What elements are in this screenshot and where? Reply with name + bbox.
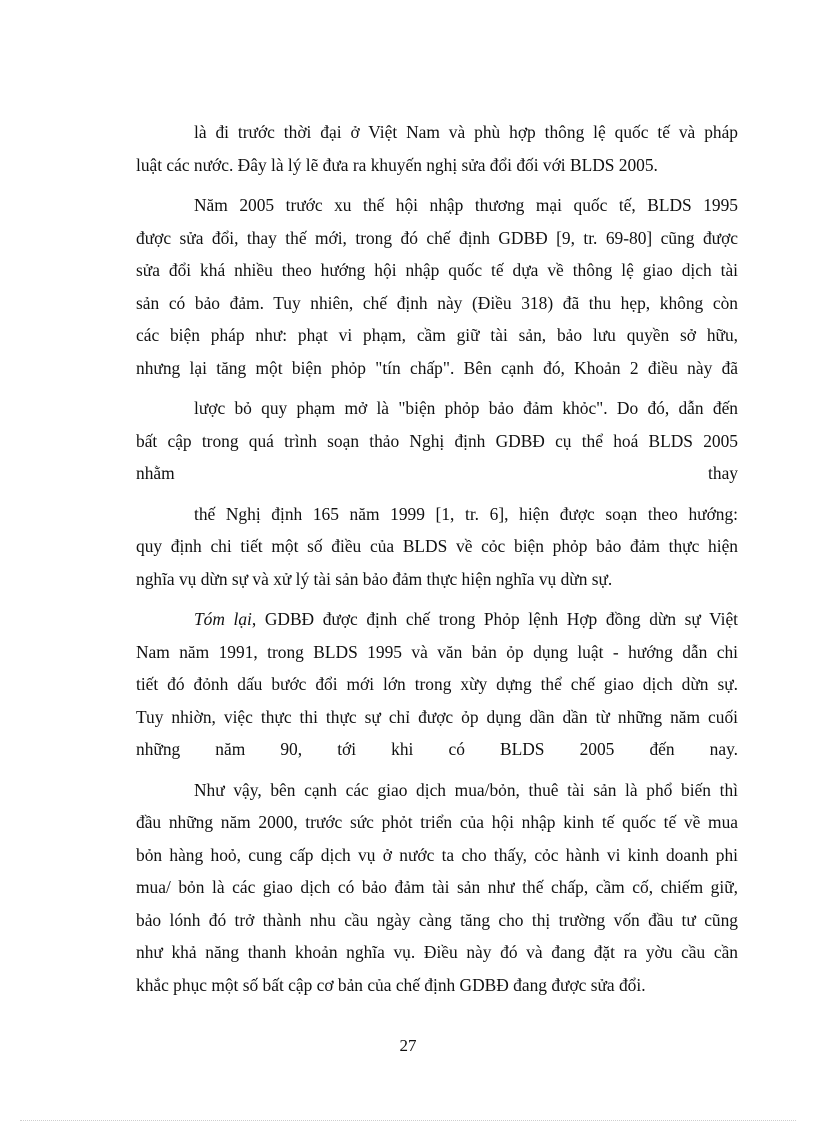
text-line: đầu những năm 2000, trước sức phỏt triển của hội nhập kinh tế quốc tế về mua — [136, 812, 738, 832]
text-fragment: thay — [708, 463, 738, 483]
paragraph-4 — [136, 498, 738, 596]
text-line: mua/ bỏn là các giao dịch có bảo đảm tài sản như thế chấp, cầm cố, chiếm giữ, — [136, 877, 738, 897]
text-line: khắc phục một số bất cập cơ bản của chế định GDBĐ đang được sửa đổi. — [136, 974, 646, 995]
text-line: nhưng lại tăng một biện phỏp "tín chấp". Bên cạnh đó, Khoản 2 điều này đã — [136, 357, 738, 378]
text-line: Nam năm 1991, trong BLDS 1995 và văn bản ỏp dụng luật - hướng dẫn chi — [136, 641, 738, 662]
paragraph-6 — [136, 774, 738, 1002]
text-line: Như vậy, bên cạnh các giao dịch mua/bỏn, thuê tài sản là phổ biến thì — [194, 779, 738, 800]
page-number: 27 — [399, 1036, 417, 1055]
text-fragment: nhằm — [136, 463, 175, 483]
text-line: là đi trước thời đại ở Việt Nam và phù hợp thông lệ quốc tế và pháp — [194, 122, 738, 142]
text-line: sửa đổi khá nhiều theo hướng hội nhập quốc tế dựa về thông lệ giao dịch tài — [136, 260, 738, 280]
page-divider — [20, 1120, 796, 1121]
paragraph-3 — [136, 392, 738, 490]
text-line: Tuy nhiờn, việc thực thi thực sự chỉ được ỏp dụng dần dần từ những năm cuối — [136, 706, 738, 727]
body-text — [136, 116, 738, 1001]
text-line: những năm 90, tới khi có BLDS 2005 đến nay. — [136, 739, 738, 759]
text-line: sản có bảo đảm. Tuy nhiên, chế định này (Điều 318) đã thu hẹp, không còn — [136, 292, 738, 313]
text-line — [136, 457, 738, 490]
text-line: bảo lónh đó trở thành nhu cầu ngày càng tăng cho thị trường vốn đầu tư cũng — [136, 909, 738, 930]
paragraph-5 — [136, 603, 738, 766]
text-line — [136, 603, 738, 636]
paragraph-1 — [136, 116, 738, 181]
text-line: lược bỏ quy phạm mở là "biện phỏp bảo đảm khỏc". Do đó, dẫn đến — [194, 398, 738, 418]
text-line: bất cập trong quá trình soạn thảo Nghị định GDBĐ cụ thể hoá BLDS 2005 — [136, 430, 738, 451]
text-line: nghĩa vụ dừn sự và xử lý tài sản bảo đảm thực hiện nghĩa vụ dừn sự. — [136, 568, 613, 589]
italic-lead: Tóm lại — [194, 609, 252, 629]
text-fragment: , GDBĐ được định chế trong Phỏp lệnh Hợp đồng dừn sự Việt — [251, 609, 738, 629]
text-line: Năm 2005 trước xu thế hội nhập thương mại quốc tế, BLDS 1995 — [194, 195, 738, 215]
text-line: như khả năng thanh khoản nghĩa vụ. Điều này đó và đang đặt ra yờu cầu cần — [136, 942, 738, 962]
text-line: tiết đó đỏnh dấu bước đổi mới lớn trong xừy dựng thể chế giao dịch dừn sự. — [136, 674, 738, 694]
text-line: được sửa đổi, thay thế mới, trong đó chế định GDBĐ [9, tr. 69-80] cũng được — [136, 227, 738, 248]
text-line: thế Nghị định 165 năm 1999 [1, tr. 6], hiện được soạn theo hướng: — [194, 503, 738, 524]
text-line: bỏn hàng hoỏ, cung cấp dịch vụ ở nước ta cho thấy, cỏc hành vi kinh doanh phi — [136, 844, 738, 865]
paragraph-2 — [136, 189, 738, 384]
text-line: quy định chi tiết một số điều của BLDS về cỏc biện phỏp bảo đảm thực hiện — [136, 536, 738, 556]
text-line: luật các nước. Đây là lý lẽ đưa ra khuyến nghị sửa đổi đối với BLDS 2005. — [136, 154, 658, 175]
text-line: các biện pháp như: phạt vi phạm, cầm giữ tài sản, bảo lưu quyền sở hữu, — [136, 325, 738, 345]
